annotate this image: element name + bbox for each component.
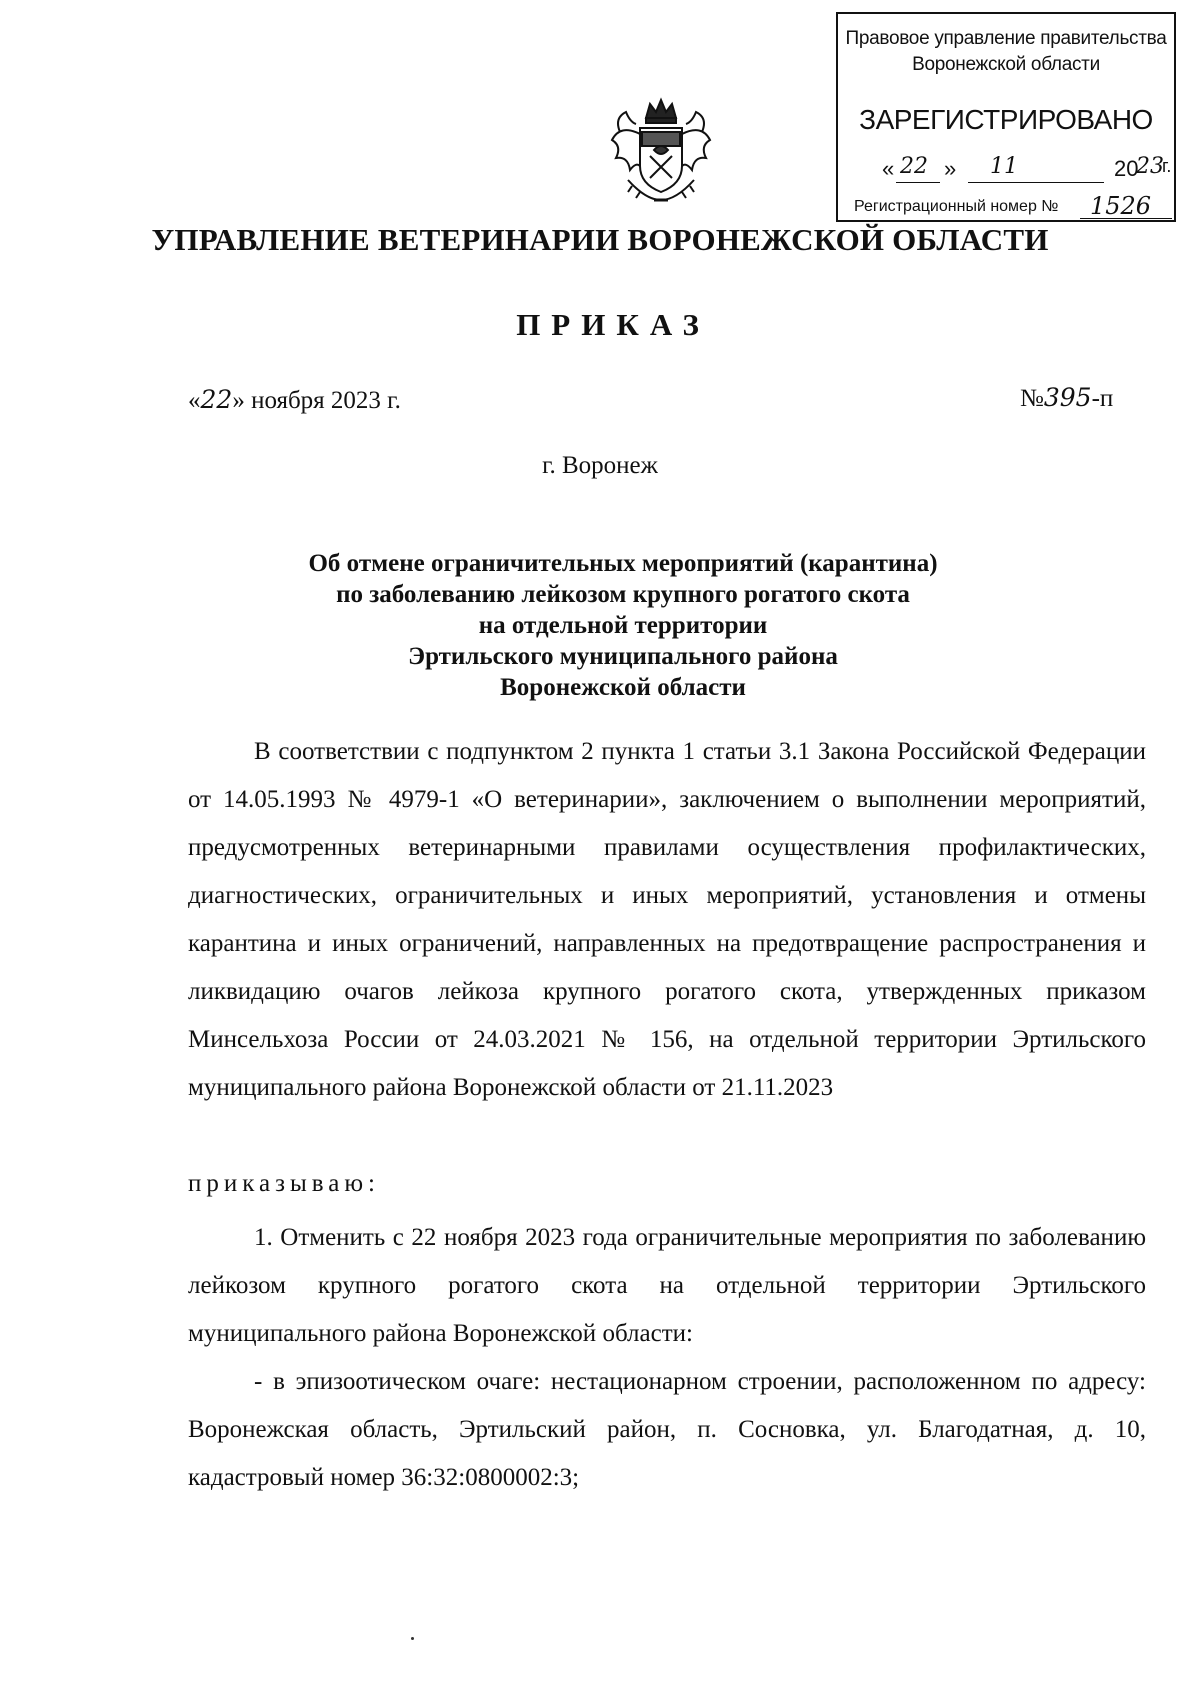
document-type: ПРИКАЗ [516, 307, 710, 342]
document-title [200, 548, 1046, 703]
title-line: Эртильского муниципального района [408, 643, 838, 670]
voronezh-coat-of-arms-icon [606, 96, 716, 208]
title-line: на отдельной территории [478, 612, 768, 639]
order-item-1-subitem: - в эпизоотическом очаге: нестационарном строении, расположенном по адресу: Воронежская область, Эртильский район, п. Сосновка, ул. Благодатная, д. 10, кадастровый номер 36:32:0800002:3; [188, 1368, 1146, 1491]
order-number-value: 395 [1043, 383, 1092, 412]
title-line: Воронежской области [500, 674, 746, 701]
stamp-org-line-2: Воронежской области [912, 54, 1100, 75]
stamp-date-month: 11 [990, 154, 1018, 179]
stamp-registration [854, 192, 1174, 224]
order-date-day: 22 [200, 385, 233, 414]
title-line: по заболеванию лейкозом крупного рогатого скота [336, 581, 910, 608]
stamp-date: « 22 » 11 20 23 г. [882, 154, 1172, 181]
stamp-reg-number: 1526 [1090, 192, 1152, 220]
order-date: «22» ноября 2023 г. [188, 385, 401, 414]
registration-stamp [836, 12, 1176, 222]
stamp-org-line-1: Правовое управление правительства [845, 28, 1167, 49]
stamp-reg-label: Регистрационный номер № [854, 198, 1059, 215]
preamble-paragraph: В соответствии с подпунктом 2 пункта 1 статьи 3.1 Закона Российской Федерации от 14.05.1993 № 4979-1 «О ветеринарии», заключением о выполнении мероприятий, предусмотренных ветеринарными правилами осуществления профилактических, диагностических, ограничительных и иных мероприятий, установления и отмены карантина и иных ограничений, направленных на предотвращение распространения и ликвидацию очагов лейкоза крупного рогатого скота, утвержденных приказом Минсельхоза России от 24.03.2021 № 156, на отдельной территории Эртильского муниципального района Воронежской области от 21.11.2023 [188, 738, 1146, 1101]
stamp-date-year-suffix: 23 [1136, 154, 1164, 179]
stamp-date-day: 22 [900, 154, 928, 179]
decree-word: приказываю: [188, 1170, 380, 1197]
title-line: Об отмене ограничительных мероприятий (карантина) [308, 550, 938, 577]
stamp-organization [838, 26, 1174, 78]
stamp-date-year-prefix: 20 [1114, 156, 1139, 181]
issue-city: г. Воронеж [542, 452, 658, 479]
stamp-status: ЗАРЕГИСТРИРОВАНО [859, 104, 1153, 135]
order-number: №395-п [1020, 383, 1114, 412]
scan-speck [411, 1637, 414, 1640]
stamp-date-year-mark: г. [1162, 156, 1172, 176]
agency-name: УПРАВЛЕНИЕ ВЕТЕРИНАРИИ ВОРОНЕЖСКОЙ ОБЛАСТИ [151, 222, 1049, 257]
order-item-1: 1. Отменить с 22 ноября 2023 года ограничительные мероприятия по заболеванию лейкозом крупного рогатого скота на отдельной территории Эртильского муниципального района Воронежской области: [188, 1224, 1146, 1347]
